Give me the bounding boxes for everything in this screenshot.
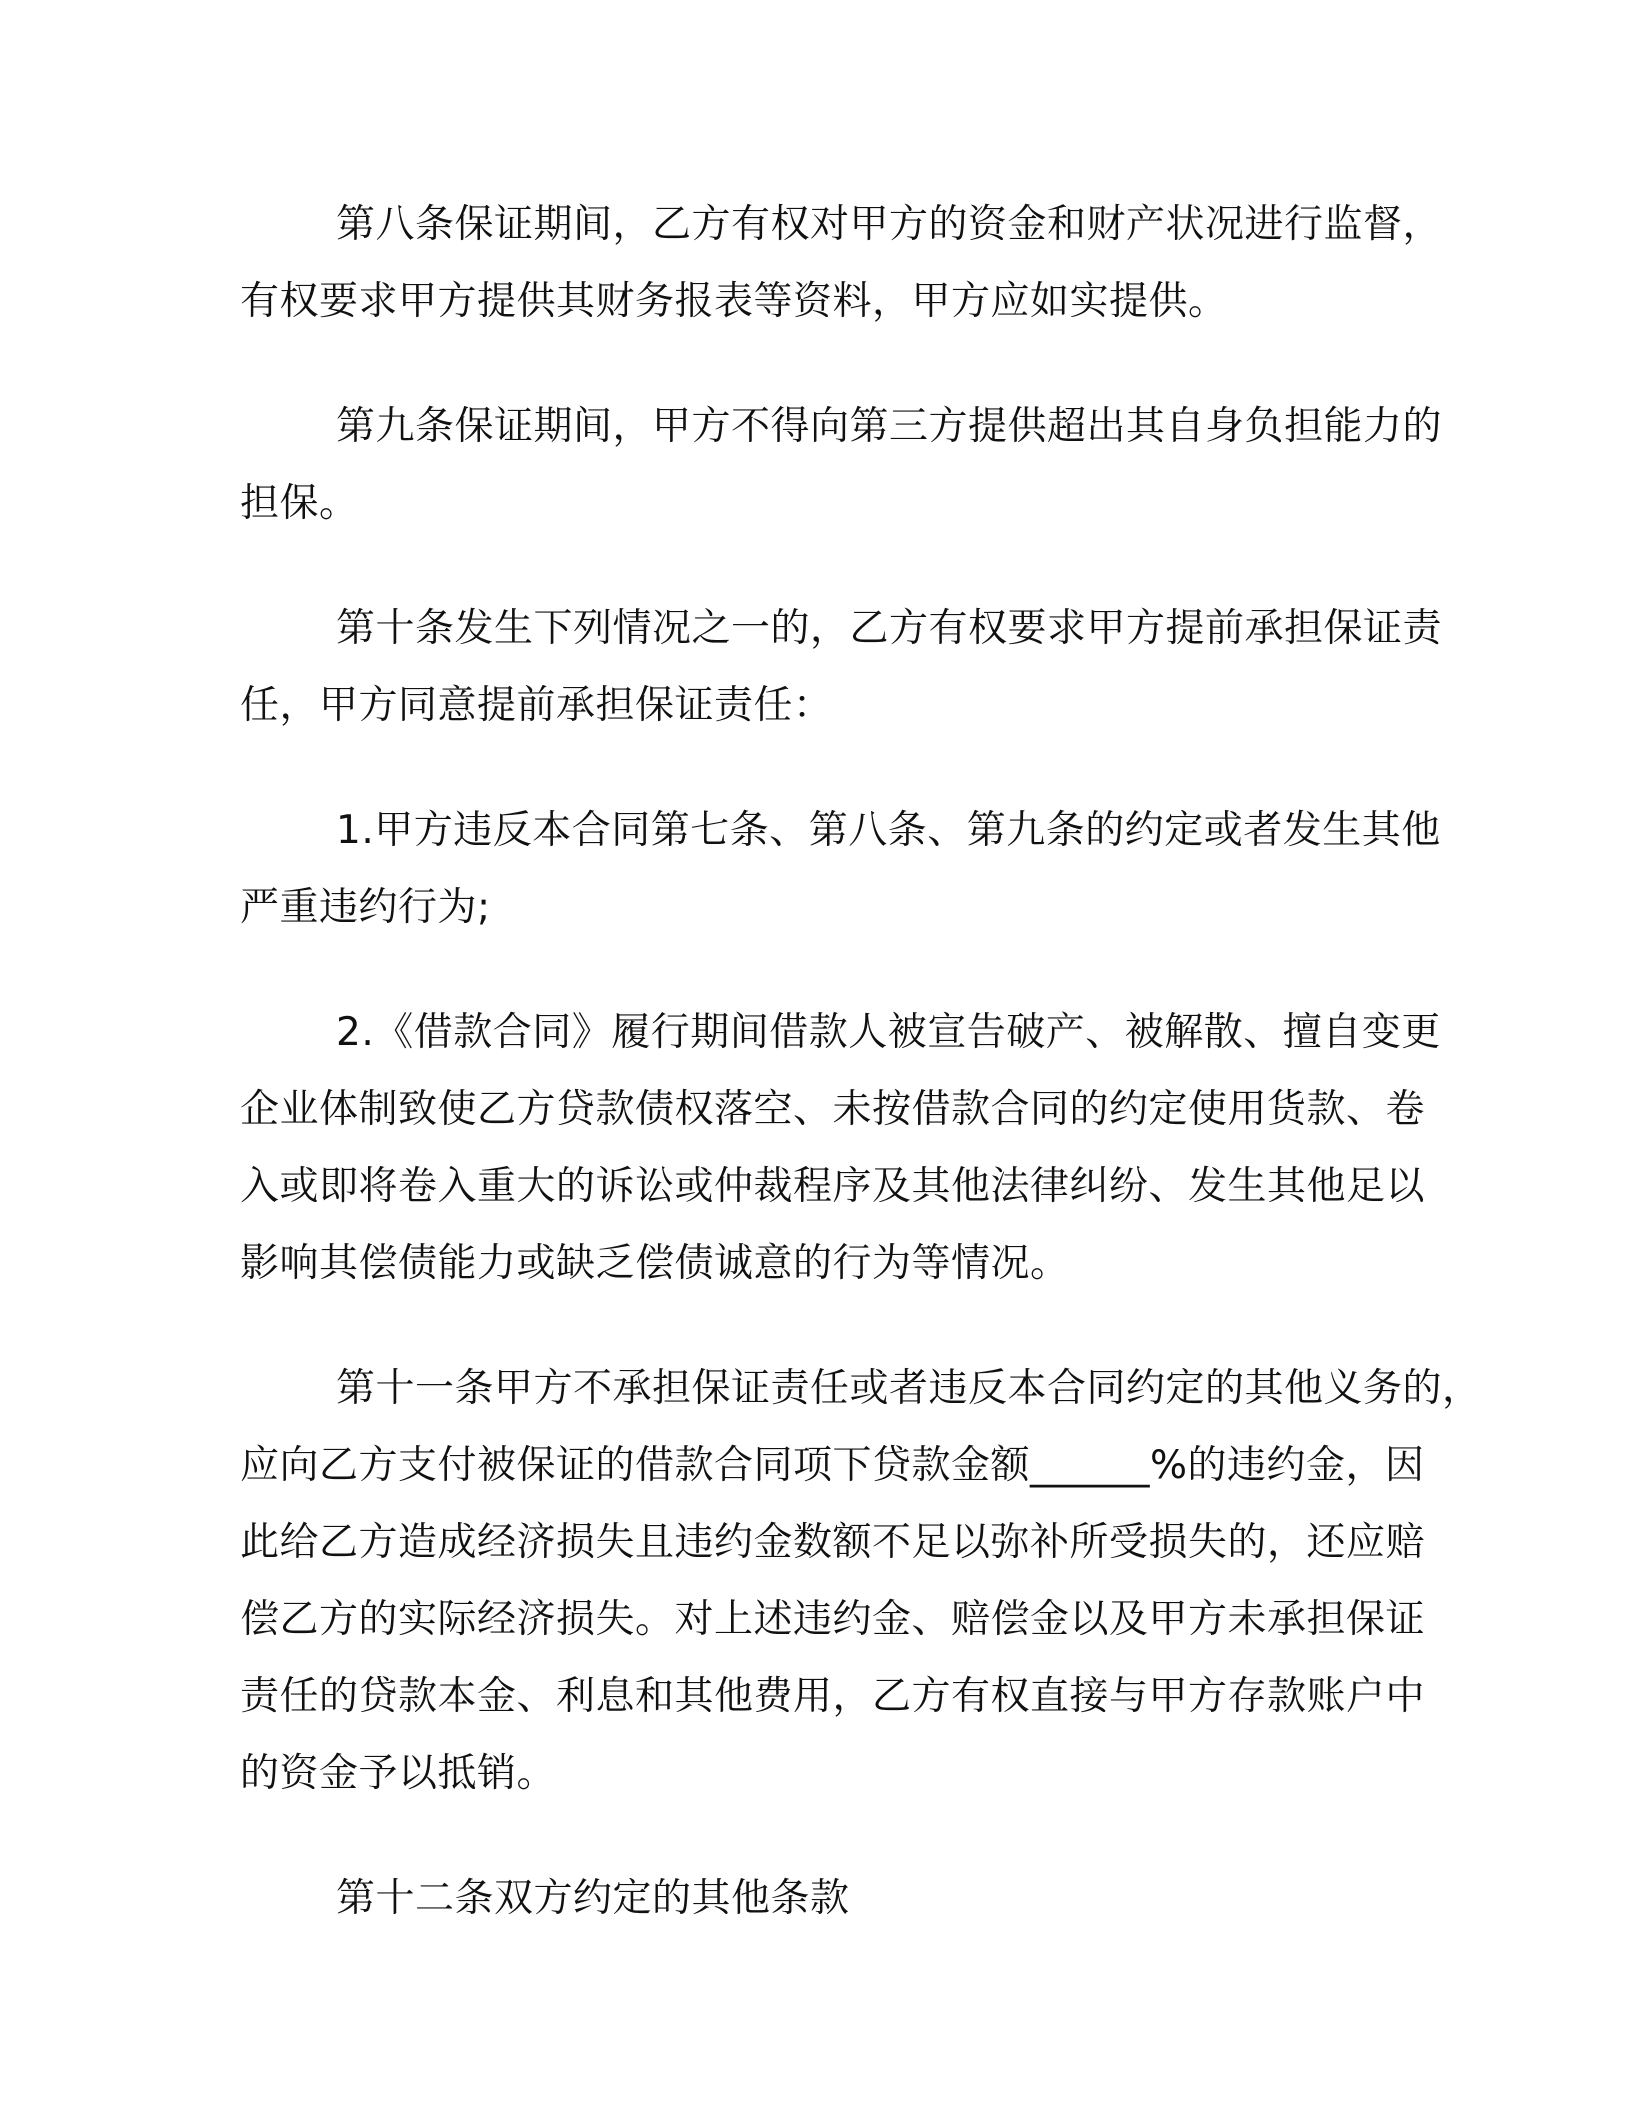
item-2-line-4: 影响其偿债能力或缺乏偿债诚意的行为等情况。	[240, 1241, 1070, 1286]
clause-11-line-3: 此给乙方造成经济损失且违约金数额不足以弥补所受损失的，还应赔	[240, 1520, 1426, 1565]
clause-11-line-4: 偿乙方的实际经济损失。对上述违约金、赔偿金以及甲方未承担保证	[240, 1597, 1426, 1642]
clause-10-item-1-paragraph	[240, 792, 1441, 946]
document-body	[240, 186, 1482, 1985]
item-1-line-2: 严重违约行为;	[240, 885, 491, 930]
item-2-line-3: 入或即将卷入重大的诉讼或仲裁程序及其他法律纠纷、发生其他足以	[240, 1164, 1426, 1209]
clause-8-line-1: 第八条保证期间，乙方有权对甲方的资金和财产状况进行监督，	[336, 202, 1443, 247]
clause-12-line-1: 第十二条双方约定的其他条款	[336, 1876, 850, 1921]
item-1-line-1: 1.甲方违反本合同第七条、第八条、第九条的约定或者发生其他	[336, 808, 1441, 853]
clause-11-paragraph	[240, 1350, 1482, 1812]
clause-9-line-2: 担保。	[240, 481, 359, 526]
clause-10-line-2: 任，甲方同意提前承担保证责任：	[240, 683, 833, 728]
clause-12-paragraph	[240, 1860, 1408, 1937]
item-2-line-2: 企业体制致使乙方贷款债权落空、未按借款合同的约定使用货款、卷	[240, 1087, 1426, 1132]
clause-8-line-2: 有权要求甲方提供其财务报表等资料，甲方应如实提供。	[240, 279, 1228, 324]
clause-11-line-2: 应向乙方支付被保证的借款合同项下贷款金额______%的违约金，因	[240, 1443, 1425, 1488]
clause-11-line-5: 责任的贷款本金、利息和其他费用，乙方有权直接与甲方存款账户中	[240, 1674, 1426, 1719]
clause-10-item-2-paragraph	[240, 994, 1441, 1302]
clause-11-line-1: 第十一条甲方不承担保证责任或者违反本合同约定的其他义务的，	[336, 1366, 1482, 1411]
clause-8-paragraph	[240, 186, 1443, 340]
clause-11-line-6: 的资金予以抵销。	[240, 1751, 557, 1796]
clause-9-paragraph	[240, 388, 1443, 542]
clause-10-paragraph	[240, 590, 1443, 744]
clause-9-line-1: 第九条保证期间，甲方不得向第三方提供超出其自身负担能力的	[336, 404, 1443, 449]
item-2-line-1: 2.《借款合同》履行期间借款人被宣告破产、被解散、擅自变更	[336, 1010, 1441, 1055]
clause-10-line-1: 第十条发生下列情况之一的，乙方有权要求甲方提前承担保证责	[336, 606, 1443, 651]
